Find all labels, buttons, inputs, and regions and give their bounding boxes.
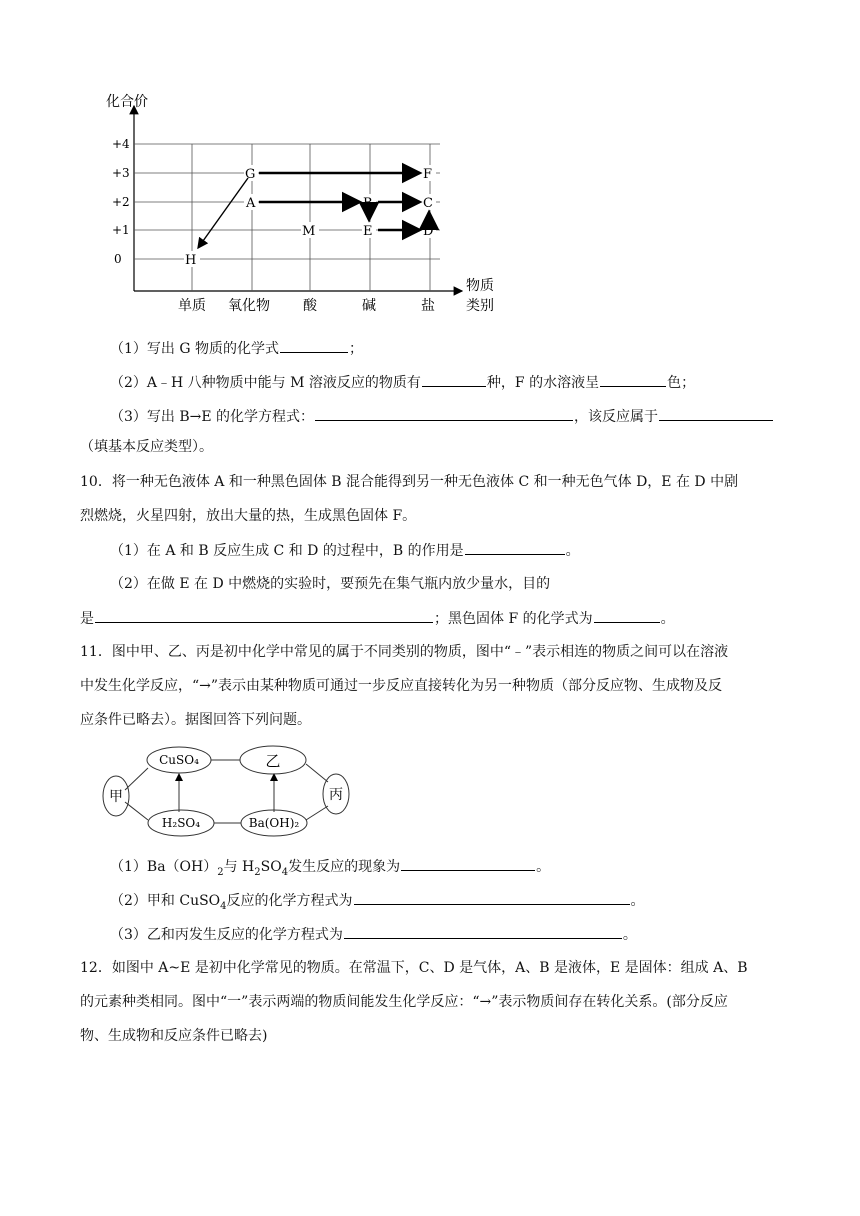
label-cuso4: CuSO₄ — [159, 753, 199, 767]
q11-part1 — [110, 856, 550, 883]
q11-part3 — [110, 924, 637, 945]
y-tick: +2 — [112, 195, 130, 209]
q9-part2-end: 色； — [667, 375, 696, 391]
q12-stem-line1: 12．如图中 A~E 是初中化学常见的物质。在常温下，C、D 是气体，A、B 是液体，E 是固体：组成 A、B — [80, 960, 748, 976]
link-yi-bing — [306, 764, 328, 782]
q9-part1-text: （1）写出 G 物质的化学式 — [110, 341, 279, 357]
x-axis-label: 物质 — [466, 278, 494, 294]
subscript: 2 — [254, 866, 261, 878]
point-m: M — [302, 224, 316, 239]
x-category: 盐 — [421, 298, 435, 314]
point-f: F — [423, 167, 433, 182]
substance-relation-diagram — [100, 740, 370, 854]
x-axis-label: 类别 — [466, 298, 494, 314]
x-category: 酸 — [303, 298, 317, 314]
q11-part2-end: 。 — [630, 893, 645, 909]
q10-part1-text: （1）在 A 和 B 反应生成 C 和 D 的过程中，B 的作用是 — [110, 543, 464, 559]
q11-part2 — [110, 890, 645, 917]
q11-part2-text: （2）甲和 CuSO — [110, 893, 221, 909]
answer-blank[interactable] — [422, 372, 486, 387]
label-yi: 乙 — [265, 752, 281, 770]
y-axis-label: 化合价 — [106, 94, 148, 110]
label-h2so4: H₂SO₄ — [161, 816, 201, 830]
y-tick: 0 — [114, 252, 122, 266]
q10-stem-line2: 烈燃烧，火星四射，放出大量的热，生成黑色固体 F。 — [80, 508, 417, 524]
link-jia-h2so4 — [125, 802, 148, 820]
q11-stem-line2: 中发生化学反应，“→”表示由某种物质可通过一步反应直接转化为另一种物质（部分反应物、生成物及反 — [80, 678, 723, 694]
answer-blank[interactable] — [315, 406, 573, 421]
q9-part2 — [110, 372, 695, 393]
grid — [134, 144, 440, 291]
q10-part2-cont — [80, 608, 675, 629]
q11-part1-text3: SO — [260, 859, 282, 875]
q12-stem-line3: 物、生成物和反应条件已略去) — [80, 1028, 268, 1044]
answer-blank[interactable] — [280, 338, 348, 353]
q10-stem-line1: 10．将一种无色液体 A 和一种黑色固体 B 混合能得到另一种无色液体 C 和一种无色气体 D，E 在 D 中剧 — [80, 474, 739, 490]
point-h: H — [185, 253, 197, 268]
q12-stem-line2: 的元素种类相同。图中“一”表示两端的物质间能发生化学反应：“→”表示物质间存在转化关系。(部分反应 — [80, 994, 728, 1010]
q9-part3-text: （3）写出 B→E 的化学方程式： — [110, 409, 315, 425]
x-category: 单质 — [178, 298, 206, 314]
point-g: G — [245, 167, 256, 182]
point-e: E — [363, 224, 373, 239]
answer-blank[interactable] — [659, 406, 773, 421]
q9-part3 — [110, 406, 774, 427]
q9-part1-end: ； — [349, 341, 363, 357]
q10-part1 — [110, 540, 580, 561]
q10-part2-end: 。 — [660, 611, 675, 627]
point-a: A — [246, 196, 256, 211]
label-jia: 甲 — [109, 789, 123, 805]
subscript: 2 — [217, 866, 224, 878]
answer-blank[interactable] — [401, 856, 535, 871]
answer-blank[interactable] — [95, 608, 433, 623]
answer-blank[interactable] — [344, 924, 622, 939]
arrow-g-to-h — [198, 178, 248, 248]
link-jia-cuso4 — [125, 768, 148, 790]
q10-part2-mid: ；黑色固体 F 的化学式为 — [434, 611, 593, 627]
y-tick: +4 — [112, 137, 130, 151]
q11-part1-end: 。 — [536, 859, 551, 875]
q11-stem-line1: 11．图中甲、乙、丙是初中化学中常见的属于不同类别的物质，图中“﹣”表示相连的物质之间可以在溶液 — [80, 644, 729, 660]
answer-blank[interactable] — [465, 540, 565, 555]
q9-part3-mid: ，该反应属于 — [574, 409, 659, 425]
q10-part2-text: 是 — [80, 611, 94, 627]
link-baoh2-bing — [306, 806, 328, 820]
q9-part1 — [110, 338, 363, 359]
y-tick: +3 — [112, 166, 130, 180]
q9-part3-tail: （填基本反应类型）。 — [80, 439, 213, 455]
answer-blank[interactable] — [600, 372, 666, 387]
point-d: D — [423, 224, 434, 239]
x-category: 氧化物 — [228, 298, 270, 314]
q10-part2: （2）在做 E 在 D 中燃烧的实验时，要预先在集气瓶内放少量水，目的 — [110, 576, 551, 592]
q10-part1-end: 。 — [565, 543, 580, 559]
q11-part3-end: 。 — [622, 927, 637, 943]
y-tick: +1 — [112, 223, 130, 237]
point-c: C — [423, 196, 433, 211]
x-category: 碱 — [362, 298, 376, 314]
q11-stem-line3: 应条件已略去）。据图回答下列问题。 — [80, 712, 311, 728]
subscript: 4 — [281, 866, 289, 878]
q11-part1-text4: 发生反应的现象为 — [288, 859, 401, 875]
q11-part1-text2: 与 H — [223, 859, 255, 875]
valence-category-diagram — [100, 86, 520, 326]
q11-part2-text2: 反应的化学方程式为 — [226, 893, 353, 909]
answer-blank[interactable] — [354, 890, 630, 905]
point-b: B — [363, 196, 373, 211]
q11-part3-text: （3）乙和丙发生反应的化学方程式为 — [110, 927, 343, 943]
subscript: 4 — [220, 900, 227, 912]
answer-blank[interactable] — [594, 608, 660, 623]
q11-part1-text: （1）Ba（OH） — [110, 859, 218, 875]
label-bing: 丙 — [329, 787, 343, 803]
label-baoh2: Ba(OH)₂ — [248, 816, 300, 830]
q9-part2-mid: 种，F 的水溶液呈 — [486, 375, 600, 391]
q9-part2-text: （2）A﹣H 八种物质中能与 M 溶液反应的物质有 — [110, 375, 421, 391]
